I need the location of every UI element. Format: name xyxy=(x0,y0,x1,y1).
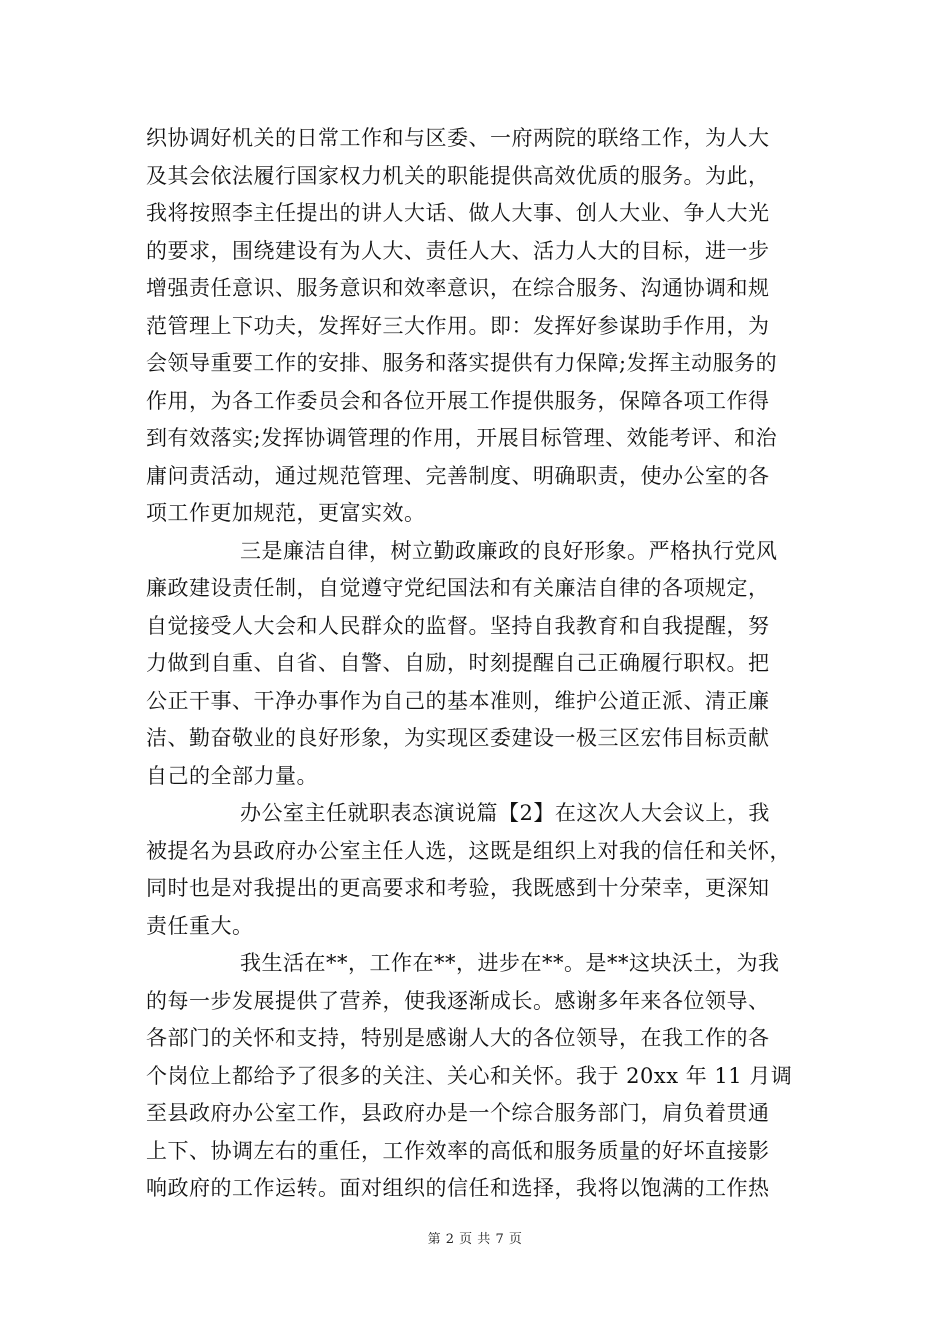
text-line: 范管理上下功夫，发挥好三大作用。即：发挥好参谋助手作用，为 xyxy=(146,313,770,338)
text-line: 廉政建设责任制，自觉遵守党纪国法和有关廉洁自律的各项规定， xyxy=(146,576,770,600)
text-line: 及其会依法履行国家权力机关的职能提供高效优质的服务。为此， xyxy=(146,163,770,188)
paragraph xyxy=(146,945,826,1208)
text-line: 个岗位上都给予了很多的关注、关心和关怀。我于 20xx 年 11 月调 xyxy=(146,1063,793,1088)
text-line: 的要求，围绕建设有为人大、责任人大、活力人大的目标，进一步 xyxy=(146,238,770,263)
text-line: 力做到自重、自省、自警、自励，时刻提醒自己正确履行职权。把 xyxy=(146,651,770,675)
text-line: 上下、协调左右的重任，工作效率的高低和服务质量的好坏直接影 xyxy=(146,1138,770,1163)
text-line: 各部门的关怀和支持，特别是感谢人大的各位领导，在我工作的各 xyxy=(146,1026,770,1050)
paragraph xyxy=(146,120,826,533)
paragraph xyxy=(146,795,826,945)
text-line: 洁、勤奋敬业的良好形象，为实现区委建设一极三区宏伟目标贡献 xyxy=(146,726,770,750)
text-line: 织协调好机关的日常工作和与区委、一府两院的联络工作，为人大 xyxy=(146,126,770,150)
text-line: 响政府的工作运转。面对组织的信任和选择，我将以饱满的工作热 xyxy=(146,1176,770,1200)
text-line: 同时也是对我提出的更高要求和考验，我既感到十分荣幸，更深知 xyxy=(146,876,770,900)
text-line: 的每一步发展提供了营养，使我逐渐成长。感谢多年来各位领导、 xyxy=(146,988,770,1013)
text-line: 三是廉洁自律，树立勤政廉政的良好形象。严格执行党风 xyxy=(240,538,778,563)
page-number-footer: 第 2 页 共 7 页 xyxy=(427,1232,523,1247)
text-line: 办公室主任就职表态演说篇【2】在这次人大会议上，我 xyxy=(240,801,770,825)
text-line: 增强责任意识、服务意识和效率意识，在综合服务、沟通协调和规 xyxy=(146,276,770,300)
text-line: 我将按照李主任提出的讲人大话、做人大事、创人大业、争人大光 xyxy=(146,201,770,225)
paragraph xyxy=(146,533,826,796)
text-line: 责任重大。 xyxy=(146,913,254,938)
text-line: 庸问责活动，通过规范管理、完善制度、明确职责，使办公室的各 xyxy=(146,463,770,488)
text-line: 会领导重要工作的安排、服务和落实提供有力保障;发挥主动服务的 xyxy=(146,351,778,375)
text-line: 公正干事、干净办事作为自己的基本准则，维护公道正派、清正廉 xyxy=(146,688,770,713)
text-line: 自觉接受人大会和人民群众的监督。坚持自我教育和自我提醒，努 xyxy=(146,613,770,638)
document-body xyxy=(146,120,826,1208)
text-line: 项工作更加规范，更富实效。 xyxy=(146,501,426,525)
text-line: 至县政府办公室工作，县政府办是一个综合服务部门，肩负着贯通 xyxy=(146,1101,770,1125)
text-line: 作用，为各工作委员会和各位开展工作提供服务，保障各项工作得 xyxy=(146,388,770,413)
text-line: 自己的全部力量。 xyxy=(146,763,318,788)
text-line: 到有效落实;发挥协调管理的作用，开展目标管理、效能考评、和治 xyxy=(146,426,778,450)
text-line: 我生活在**，工作在**，进步在**。是**这块沃土，为我 xyxy=(240,951,780,975)
text-line: 被提名为县政府办公室主任人选，这既是组织上对我的信任和关怀， xyxy=(146,838,791,863)
